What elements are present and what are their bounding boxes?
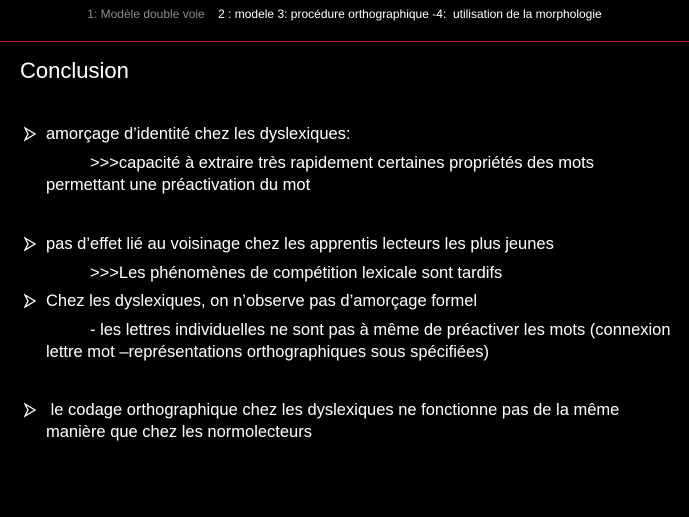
slide-title: Conclusion [20,58,129,83]
arrowhead-bullet-icon [24,290,38,312]
bullet-text: Chez les dyslexiques, on n’observe pas d’amorçage formel [46,292,478,310]
header-divider [0,41,689,42]
bullet-item [24,290,664,312]
bullet-subtext: - les lettres individuelles ne sont pas à même de préactiver les mots (connexion lettre mot –représentations orthographiques sous spécifiées) [46,321,671,361]
nav-item-modele-double-voie[interactable]: 1: Modèle double voie [87,7,205,21]
arrowhead-bullet-icon [24,123,38,145]
bullet-subtext: >>>Les phénomènes de compétition lexicale sont tardifs [90,264,503,282]
arrowhead-bullet-icon [24,399,38,421]
bullet-item [24,123,664,145]
bullet-text: le codage orthographique chez les dyslexiques ne fonctionne pas de la même manière que chez les normolecteurs [46,401,624,441]
nav-item-utilisation-morphologie[interactable]: utilisation de la morphologie [452,7,602,21]
bullet-text: amorçage d’identité chez les dyslexiques: [46,125,351,143]
bullet-item [24,399,664,443]
arrowhead-bullet-icon [24,233,38,255]
navigation-breadcrumb [0,6,689,22]
bullet-text: pas d’effet lié au voisinage chez les apprentis lecteurs les plus jeunes [46,235,554,253]
nav-item-modele[interactable]: 2 : modele [218,7,275,21]
bullet-item [24,233,664,255]
bullet-subtext: >>>capacité à extraire très rapidement certaines propriétés des mots permettant une préactivation du mot [46,154,594,194]
nav-item-4-label[interactable]: -4: [432,7,447,21]
nav-item-procedure-orthographique[interactable]: 3: procédure orthographique [277,7,429,21]
